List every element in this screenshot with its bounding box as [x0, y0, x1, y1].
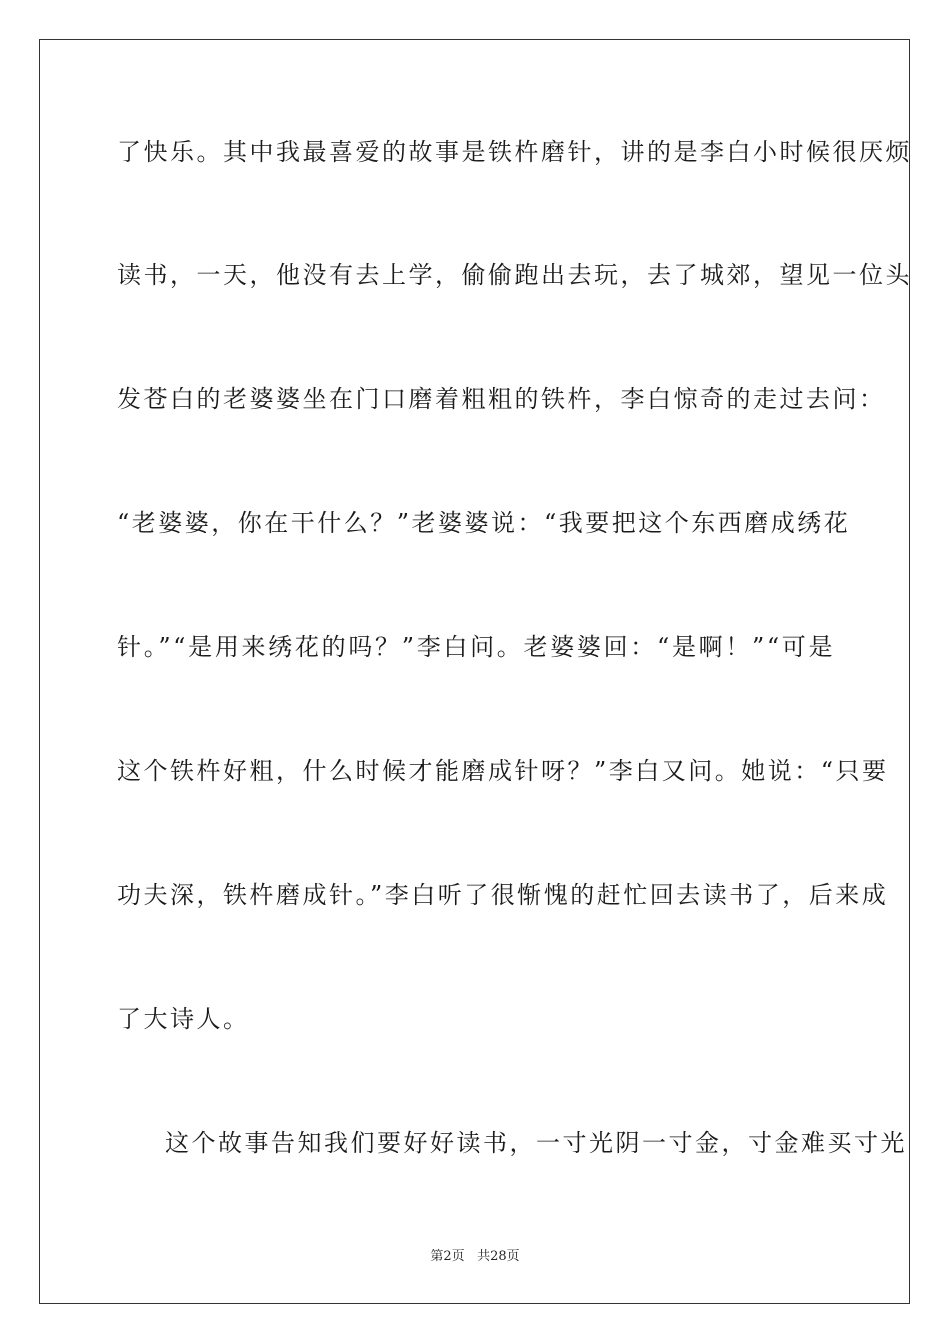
- paragraph-line-4: “老婆婆，你在干什么？”老婆婆说：“我要把这个东西磨成绣花: [117, 509, 851, 537]
- paragraph-2-line-1: 这个故事告知我们要好好读书，一寸光阴一寸金，寸金难买寸光: [165, 1129, 907, 1157]
- page-total: 共28页: [477, 1249, 520, 1264]
- paragraph-line-5: 针。”“是用来绣花的吗？”李白问。老婆婆回：“是啊！”“可是: [117, 633, 835, 661]
- paragraph-line-6: 这个铁杵好粗，什么时候才能磨成针呀？”李白又问。她说：“只要: [117, 757, 889, 785]
- paragraph-line-1: 了快乐。其中我最喜爱的故事是铁杵磨针，讲的是李白小时候很厌烦: [117, 138, 912, 166]
- page-number: 第2页: [430, 1249, 465, 1264]
- paragraph-line-3: 发苍白的老婆婆坐在门口磨着粗粗的铁杵，李白惊奇的走过去问：: [117, 385, 886, 413]
- page-border: [39, 39, 910, 1304]
- page-footer: [0, 1248, 950, 1266]
- paragraph-line-8: 了大诗人。: [117, 1005, 250, 1033]
- paragraph-line-2: 读书，一天，他没有去上学，偷偷跑出去玩，去了城郊，望见一位头: [117, 261, 912, 289]
- paragraph-line-7: 功夫深，铁杵磨成针。”李白听了很惭愧的赶忙回去读书了，后来成: [117, 881, 889, 909]
